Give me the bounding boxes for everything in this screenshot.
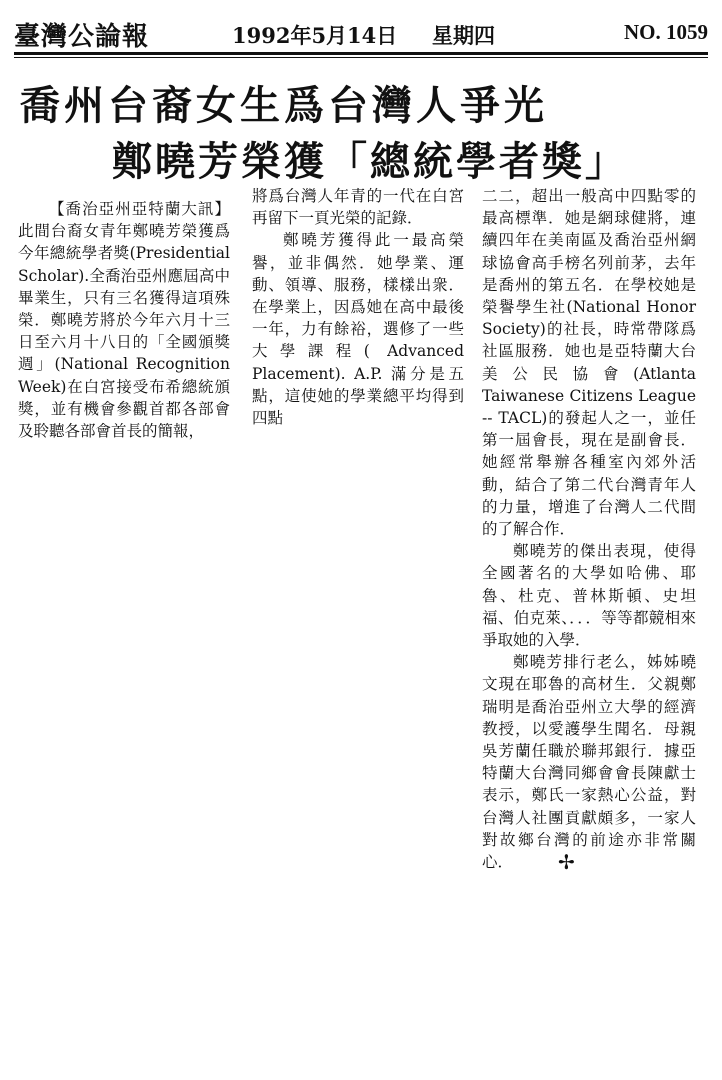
issue-date: 1992年5月14日: [232, 23, 398, 48]
issue-number: NO. 1059: [624, 20, 708, 44]
headline-line-1: 喬州台裔女生爲台灣人爭光: [20, 83, 548, 129]
article-paragraph: 鄭曉芳獲得此一最高榮譽，並非偶然．她學業、運動、領導、服務，樣樣出衆．在學業上，因爲她在高中最後一年，力有餘裕，選修了一些大學課程( Advanced Placement). A.P. 滿分是五點，這使她的學業總平均得到四點: [252, 231, 464, 428]
article-paragraph: 二二，超出一般高中四點零的最高標準．她是網球健將，連續四年在美南區及喬治亞州網球協會高手榜名列前茅，去年是喬州的第五名．在學校她是榮譽學生社(National Honor Society)的社長，時常帶隊爲社區服務．她也是亞特蘭大台美公民協會(Atlanta Taiwanese Citizens League -- TACL)的發起人之一，並任第一屆會長，現在是副會長．她經常舉辦各種室內郊外活動，結合了第二代台灣青年人的力量，增進了台灣人二代間的了解合作．: [482, 187, 696, 539]
article-column-3: [482, 185, 696, 873]
masthead-rule-thick: [14, 52, 708, 55]
issue-weekday: 星期四: [432, 23, 495, 48]
newspaper-name: 臺灣公論報: [14, 22, 150, 52]
masthead: [14, 14, 708, 50]
article-paragraph-text: 鄭曉芳排行老么，姊姊曉文現在耶魯的高材生．父親鄭瑞明是喬治亞州立大學的經濟教授，以愛護學生聞名．母親吳芳蘭任職於聯邦銀行．據亞特蘭大台灣同鄉會會長陳獻士表示，鄭氏一家熱心公益，對台灣人社團貢獻頗多，一家人對故鄉台灣的前途亦非常關心．: [482, 653, 696, 872]
article-paragraph: 將爲台灣人年青的一代在白宮再留下一頁光榮的記錄．: [252, 187, 464, 228]
headline-line-2: 鄭曉芳榮獲「總統學者獎」: [112, 139, 628, 185]
article-paragraph: 鄭曉芳的傑出表現，使得全國著名的大學如哈佛、耶魯、杜克、普林斯頓、史坦福、伯克萊、．．．等等都競相來爭取她的入學．: [482, 542, 696, 650]
end-mark-icon: ✢: [558, 850, 575, 875]
article-column-1: [18, 198, 230, 442]
article-column-2: [252, 185, 464, 429]
masthead-rule-thin: [14, 57, 708, 58]
article-paragraph: 【喬治亞州亞特蘭大訊】此間台裔女青年鄭曉芳榮獲爲今年總統學者獎(Presidential Scholar).全喬治亞州應屆高中畢業生，只有三名獲得這項殊榮．鄭曉芳將於今年六月十三日至六月十八日的「全國頒獎週」(National Recognition Week)在白宮接受布希總統頒獎，並有機會參觀首都各部會及聆聽各部會首長的簡報，: [18, 200, 230, 441]
article-paragraph-final: [482, 651, 696, 873]
